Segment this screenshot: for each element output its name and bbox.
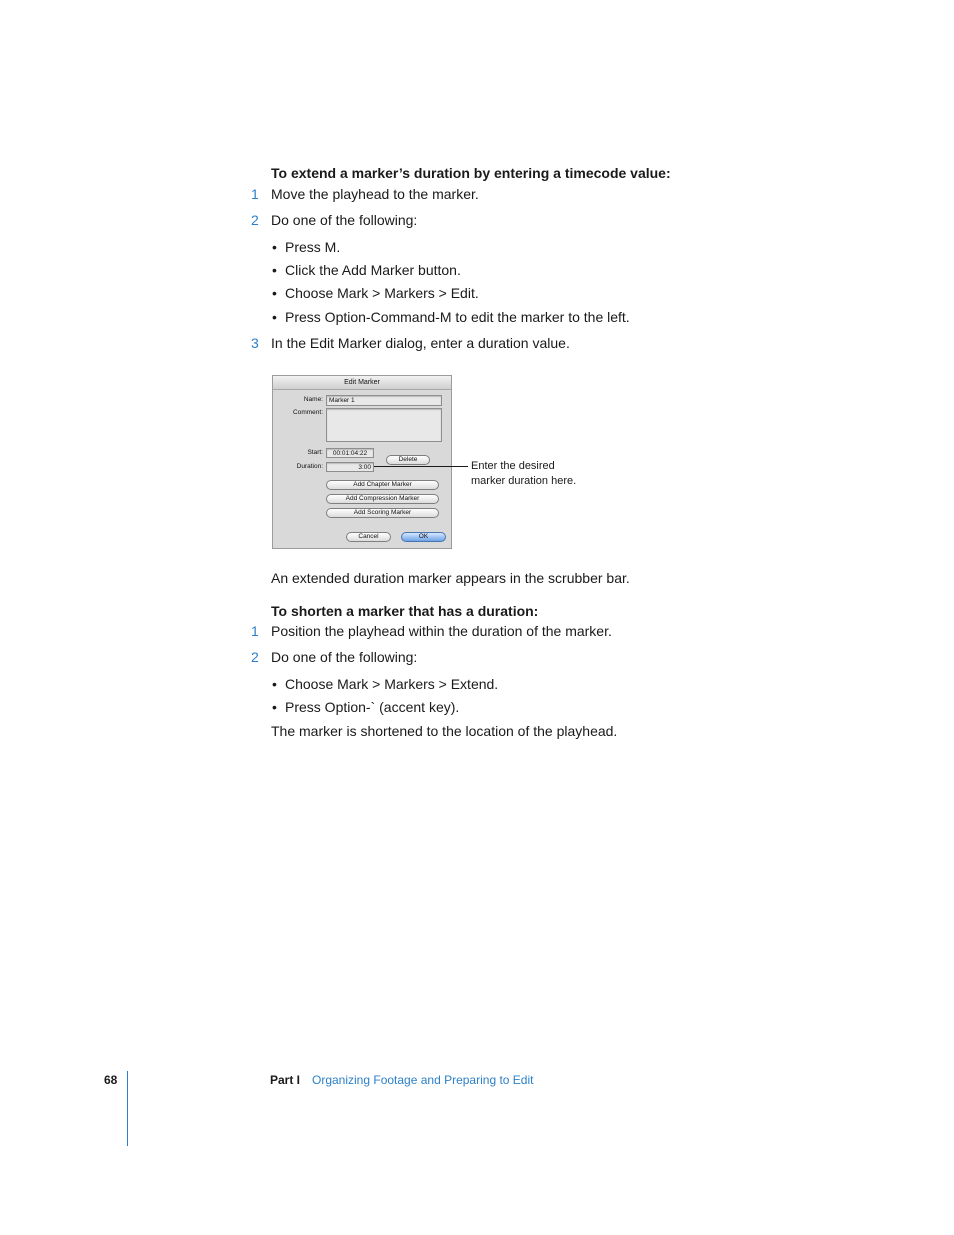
- dialog-title: Edit Marker: [273, 376, 451, 390]
- body-paragraph: An extended duration marker appears in the scrubber bar.: [271, 570, 630, 586]
- ok-button[interactable]: OK: [401, 532, 446, 542]
- bullet-item: Press Option-` (accent key).: [285, 699, 460, 715]
- step-text: In the Edit Marker dialog, enter a duration value.: [271, 335, 570, 351]
- bullet-icon: •: [272, 309, 277, 325]
- name-label: Name:: [303, 396, 323, 403]
- step-text: Position the playhead within the duration of the marker.: [271, 623, 612, 639]
- bullet-item: Choose Mark > Markers > Edit.: [285, 285, 479, 301]
- result-paragraph: The marker is shortened to the location of the playhead.: [271, 723, 618, 739]
- footer-chapter-link[interactable]: Organizing Footage and Preparing to Edit: [312, 1073, 534, 1087]
- step-text: Do one of the following:: [271, 649, 418, 665]
- callout-line: [374, 466, 468, 467]
- step-number: 1: [251, 186, 259, 202]
- delete-button[interactable]: Delete: [386, 455, 430, 465]
- duration-label: Duration:: [296, 463, 323, 470]
- step-number: 2: [251, 212, 259, 228]
- cancel-button[interactable]: Cancel: [346, 532, 391, 542]
- footer-divider: [127, 1071, 128, 1146]
- add-chapter-marker-button[interactable]: Add Chapter Marker: [326, 480, 439, 490]
- step-number: 2: [251, 649, 259, 665]
- page-number: 68: [104, 1073, 118, 1087]
- step-text: Do one of the following:: [271, 212, 418, 228]
- start-label: Start:: [307, 449, 323, 456]
- step-number: 1: [251, 623, 259, 639]
- callout-text-line1: Enter the desired: [471, 460, 555, 472]
- bullet-icon: •: [272, 239, 277, 255]
- bullet-icon: •: [272, 285, 277, 301]
- edit-marker-dialog: [272, 375, 452, 549]
- add-compression-marker-button[interactable]: Add Compression Marker: [326, 494, 439, 504]
- start-field[interactable]: 00:01:04:22: [326, 448, 374, 458]
- comment-label: Comment:: [293, 409, 323, 416]
- comment-field[interactable]: [326, 408, 442, 442]
- bullet-item: Choose Mark > Markers > Extend.: [285, 676, 499, 692]
- bullet-icon: •: [272, 262, 277, 278]
- bullet-icon: •: [272, 676, 277, 692]
- bullet-item: Click the Add Marker button.: [285, 262, 461, 278]
- bullet-icon: •: [272, 699, 277, 715]
- bullet-item: Press Option-Command-M to edit the marker to the left.: [285, 309, 630, 325]
- section-heading-shorten: To shorten a marker that has a duration:: [271, 603, 539, 619]
- add-scoring-marker-button[interactable]: Add Scoring Marker: [326, 508, 439, 518]
- step-number: 3: [251, 335, 259, 351]
- section-heading-extend: To extend a marker’s duration by entering a timecode value:: [271, 165, 671, 181]
- name-field[interactable]: Marker 1: [326, 395, 442, 406]
- bullet-item: Press M.: [285, 239, 341, 255]
- step-text: Move the playhead to the marker.: [271, 186, 479, 202]
- footer-part-label: Part I: [270, 1073, 301, 1087]
- callout-text-line2: marker duration here.: [471, 475, 577, 487]
- duration-field[interactable]: 3:00: [326, 462, 374, 472]
